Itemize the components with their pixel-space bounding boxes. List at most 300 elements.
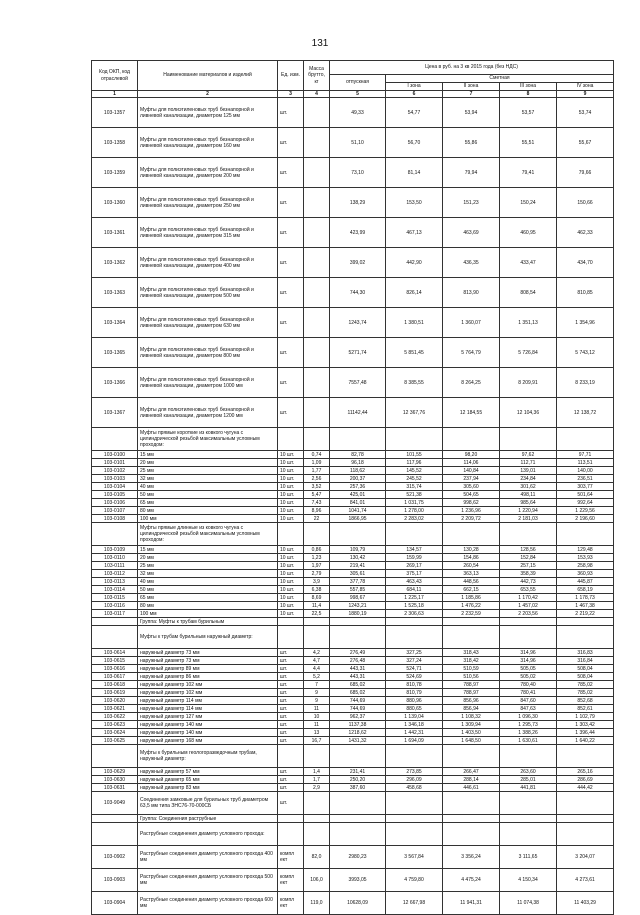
cell-code: 103-0618 [92,681,138,689]
cell-unit: шт. [278,308,304,338]
cell-code: 103-0619 [92,689,138,697]
cell-zone2-price: 998,62 [443,499,500,507]
price-table [91,60,614,915]
cell-zone3-price: 1 096,30 [500,713,557,721]
cell-mass: 7 [304,681,330,689]
cell-zone4-price: 150,66 [557,188,614,218]
cell-mass: 1,23 [304,554,330,562]
cell-zone3-price: 257,15 [500,562,557,570]
cell-zone4-price: 55,67 [557,128,614,158]
cell-zone2-price: 318,43 [443,649,500,657]
cell-mass: 4,4 [304,665,330,673]
cell-mass [304,823,330,846]
cell-mass: 3,52 [304,483,330,491]
cell-name: 80 мм [138,507,278,515]
cell-zone3-price: 780,40 [500,681,557,689]
cell-zone1-price [386,626,443,649]
cell-mass: 2,79 [304,570,330,578]
table-row [92,278,614,308]
cell-zone4-price: 3 204,07 [557,846,614,869]
price-table-wrapper [91,60,613,915]
cell-name: 32 мм [138,570,278,578]
cell-zone4-price [557,745,614,768]
table-row [92,869,614,892]
cell-zone1-price: 4 759,80 [386,869,443,892]
cell-release-price: 200,37 [330,475,386,483]
header-name: Наименование материалов и изделий [138,61,278,91]
cell-zone3-price: 780,41 [500,689,557,697]
cell-name: наружный диаметр 73 мм [138,657,278,665]
cell-zone4-price: 140,00 [557,467,614,475]
cell-unit: шт. [278,188,304,218]
cell-unit: шт. [278,776,304,784]
cell-code: 103-0112 [92,570,138,578]
column-index: 5 [330,91,386,98]
cell-unit: шт. [278,218,304,248]
cell-release-price: 276,49 [330,649,386,657]
cell-unit: 10 шт. [278,451,304,459]
cell-release-price: 377,78 [330,578,386,586]
cell-name: наружный диаметр 140 мм [138,721,278,729]
cell-mass [304,158,330,188]
cell-name: Раструбные соединения диаметр условного прохода 500 мм [138,869,278,892]
cell-mass: 22 [304,515,330,523]
cell-zone1-price: 12 667,98 [386,892,443,915]
cell-name: 100 мм [138,515,278,523]
table-row [92,776,614,784]
cell-zone3-price: 847,63 [500,705,557,713]
cell-zone1-price: 56,70 [386,128,443,158]
cell-zone1-price [386,428,443,451]
table-row [92,158,614,188]
header-mass: Масса брутто, кг [304,61,330,91]
table-row [92,491,614,499]
cell-zone2-price: 266,47 [443,768,500,776]
cell-mass: 0,86 [304,546,330,554]
cell-unit: шт. [278,665,304,673]
cell-name: Муфты к трубам бурильным наружный диаметр: [138,626,278,649]
cell-code: 103-1358 [92,128,138,158]
column-index-row [92,91,614,98]
cell-release-price: 82,78 [330,451,386,459]
cell-zone4-price: 12 138,72 [557,398,614,428]
cell-unit: шт. [278,98,304,128]
cell-mass [304,626,330,649]
table-row [92,784,614,792]
table-row [92,218,614,248]
table-row [92,338,614,368]
cell-zone1-price: 153,50 [386,188,443,218]
table-row [92,98,614,128]
cell-unit: шт. [278,158,304,188]
cell-zone1-price: 521,38 [386,491,443,499]
cell-code: 103-0110 [92,554,138,562]
cell-code: 103-0621 [92,705,138,713]
cell-zone3-price: 358,39 [500,570,557,578]
cell-code: 103-0623 [92,721,138,729]
table-row [92,507,614,515]
table-row [92,681,614,689]
cell-mass [304,428,330,451]
cell-zone2-price [443,523,500,546]
cell-zone4-price: 303,77 [557,483,614,491]
cell-code: 103-0625 [92,737,138,745]
table-row [92,689,614,697]
cell-zone1-price: 442,90 [386,248,443,278]
cell-unit [278,626,304,649]
cell-release-price: 423,99 [330,218,386,248]
cell-zone3-price: 505,05 [500,665,557,673]
cell-name: наружный диаметр 140 мм [138,729,278,737]
cell-code: 103-0620 [92,697,138,705]
cell-zone2-price: 510,56 [443,673,500,681]
table-row [92,467,614,475]
table-row [92,673,614,681]
table-row [92,618,614,626]
cell-zone3-price: 2 181,03 [500,515,557,523]
cell-name: Муфты для полиэтиленовых труб безнапорной и ливневой канализации, диаметром 160 мм [138,128,278,158]
cell-release-price [330,823,386,846]
cell-zone4-price: 434,70 [557,248,614,278]
cell-zone4-price: 852,61 [557,705,614,713]
cell-zone3-price: 1 630,61 [500,737,557,745]
cell-zone1-price: 54,77 [386,98,443,128]
cell-mass [304,308,330,338]
table-row [92,737,614,745]
cell-zone2-price: 788,97 [443,689,500,697]
cell-code: 103-0113 [92,578,138,586]
cell-unit: 10 шт. [278,570,304,578]
cell-zone3-price: 112,71 [500,459,557,467]
header-zone4: IV зона [557,83,614,91]
cell-zone1-price: 134,57 [386,546,443,554]
cell-zone3-price: 1 351,13 [500,308,557,338]
cell-name: наружный диаметр 114 мм [138,697,278,705]
cell-release-price: 1243,21 [330,602,386,610]
table-row [92,515,614,523]
cell-mass: 22,5 [304,610,330,618]
cell-code: 103-0630 [92,776,138,784]
cell-release-price: 387,60 [330,784,386,792]
cell-zone1-price: 327,24 [386,657,443,665]
cell-code: 103-0114 [92,586,138,594]
cell-release-price: 109,79 [330,546,386,554]
table-row [92,892,614,915]
cell-zone2-price [443,745,500,768]
cell-zone4-price: 2 196,60 [557,515,614,523]
cell-zone4-price: 852,68 [557,697,614,705]
cell-zone3-price: 11 074,38 [500,892,557,915]
cell-unit [278,823,304,846]
cell-zone1-price: 1 031,75 [386,499,443,507]
table-row [92,729,614,737]
cell-mass [304,338,330,368]
cell-zone4-price: 445,87 [557,578,614,586]
table-row [92,586,614,594]
cell-zone3-price: 53,57 [500,98,557,128]
cell-code: 103-0103 [92,475,138,483]
cell-release-price: 219,41 [330,562,386,570]
cell-zone4-price: 129,48 [557,546,614,554]
cell-zone3-price: 55,51 [500,128,557,158]
cell-zone2-price: 2 232,59 [443,610,500,618]
cell-name: Группа: Муфты к трубам бурильным [138,618,278,626]
cell-name: 15 мм [138,546,278,554]
cell-name: наружный диаметр 83 мм [138,784,278,792]
cell-code: 103-0107 [92,507,138,515]
cell-mass: 9 [304,697,330,705]
cell-mass: 4,7 [304,657,330,665]
cell-zone1-price: 1 278,00 [386,507,443,515]
cell-zone1-price: 2 283,02 [386,515,443,523]
cell-zone4-price: 236,51 [557,475,614,483]
cell-code: 103-0617 [92,673,138,681]
cell-name: 25 мм [138,562,278,570]
cell-zone2-price: 1 309,94 [443,721,500,729]
cell-name: 65 мм [138,594,278,602]
cell-mass: 5,2 [304,673,330,681]
cell-zone4-price: 316,83 [557,649,614,657]
column-index: 3 [278,91,304,98]
cell-zone3-price: 79,41 [500,158,557,188]
cell-zone4-price: 113,51 [557,459,614,467]
cell-code: 103-0903 [92,869,138,892]
header-zone3: III зона [500,83,557,91]
cell-zone4-price: 462,33 [557,218,614,248]
cell-zone3-price [500,792,557,815]
cell-code: 103-9049 [92,792,138,815]
cell-code: 103-1357 [92,98,138,128]
cell-unit: 10 шт. [278,459,304,467]
page-number: 131 [311,38,329,49]
cell-mass: 2,56 [304,475,330,483]
cell-mass [304,368,330,398]
cell-release-price: 5271,74 [330,338,386,368]
cell-name: 100 мм [138,610,278,618]
cell-mass: 5,47 [304,491,330,499]
cell-zone4-price: 2 219,22 [557,610,614,618]
cell-mass [304,188,330,218]
cell-name: Муфты для полиэтиленовых труб безнапорной и ливневой канализации, диаметром 800 мм [138,338,278,368]
table-row [92,523,614,546]
cell-release-price: 276,48 [330,657,386,665]
cell-zone3-price [500,428,557,451]
cell-name: наружный диаметр 168 мм [138,737,278,745]
cell-zone4-price: 316,84 [557,657,614,665]
cell-release-price: 3993,05 [330,869,386,892]
table-row [92,398,614,428]
cell-code [92,428,138,451]
cell-name: наружный диаметр 127 мм [138,713,278,721]
table-row [92,657,614,665]
cell-zone2-price: 662,15 [443,586,500,594]
cell-zone3-price: 285,01 [500,776,557,784]
cell-zone4-price: 53,74 [557,98,614,128]
cell-zone2-price: 788,97 [443,681,500,689]
cell-zone4-price: 11 403,29 [557,892,614,915]
cell-unit: 10 шт. [278,562,304,570]
cell-code [92,823,138,846]
cell-release-price: 1218,62 [330,729,386,737]
cell-zone2-price: 1 648,50 [443,737,500,745]
cell-zone3-price: 808,54 [500,278,557,308]
cell-zone4-price: 785,02 [557,689,614,697]
cell-code: 103-0109 [92,546,138,554]
cell-mass: 9 [304,689,330,697]
cell-unit: компл ект [278,869,304,892]
cell-zone3-price: 653,55 [500,586,557,594]
table-row [92,562,614,570]
cell-unit [278,815,304,823]
cell-code [92,745,138,768]
cell-zone4-price: 508,04 [557,665,614,673]
cell-unit [278,745,304,768]
cell-unit [278,618,304,626]
cell-zone2-price: 856,94 [443,705,500,713]
cell-name: 80 мм [138,602,278,610]
column-index: 7 [443,91,500,98]
column-index: 6 [386,91,443,98]
cell-mass [304,618,330,626]
cell-unit: шт. [278,792,304,815]
cell-zone4-price [557,815,614,823]
cell-mass: 11 [304,705,330,713]
cell-zone2-price [443,815,500,823]
cell-unit: компл ект [278,892,304,915]
cell-release-price [330,618,386,626]
cell-name: Раструбные соединения диаметр условного прохода 600 мм [138,892,278,915]
cell-zone2-price [443,428,500,451]
cell-name: Муфты для полиэтиленовых труб безнапорной и ливневой канализации, диаметром 200 мм [138,158,278,188]
table-row [92,705,614,713]
cell-zone3-price: 8 209,91 [500,368,557,398]
cell-zone4-price: 8 233,19 [557,368,614,398]
cell-code: 103-0102 [92,467,138,475]
cell-release-price: 1866,95 [330,515,386,523]
cell-name: 20 мм [138,459,278,467]
cell-zone4-price: 444,42 [557,784,614,792]
cell-code: 103-0631 [92,784,138,792]
cell-mass: 1,09 [304,459,330,467]
header-code: Код ОКП, код отраслевой [92,61,138,91]
cell-release-price: 557,85 [330,586,386,594]
cell-name: наружный диаметр 102 мм [138,689,278,697]
cell-unit: шт. [278,338,304,368]
cell-zone3-price: 139,01 [500,467,557,475]
cell-code: 103-0622 [92,713,138,721]
cell-name: 15 мм [138,451,278,459]
cell-mass: 1,7 [304,776,330,784]
table-row [92,570,614,578]
cell-release-price: 1880,19 [330,610,386,618]
table-row [92,368,614,398]
cell-name: Муфты для полиэтиленовых труб безнапорной и ливневой канализации, диаметром 500 мм [138,278,278,308]
cell-name: Муфты для полиэтиленовых труб безнапорной и ливневой канализации, диаметром 1200 мм [138,398,278,428]
cell-unit: шт. [278,278,304,308]
cell-zone1-price: 273,85 [386,768,443,776]
table-row [92,697,614,705]
cell-unit: 10 шт. [278,475,304,483]
cell-release-price: 425,01 [330,491,386,499]
cell-mass [304,278,330,308]
cell-release-price [330,815,386,823]
cell-name: Муфты для полиэтиленовых труб безнапорной и ливневой канализации, диаметром 250 мм [138,188,278,218]
cell-release-price: 685,02 [330,681,386,689]
cell-mass: 1,77 [304,467,330,475]
cell-zone4-price: 1 396,44 [557,729,614,737]
cell-zone1-price: 1 225,17 [386,594,443,602]
cell-zone1-price [386,792,443,815]
cell-release-price: 744,69 [330,697,386,705]
cell-zone3-price: 441,81 [500,784,557,792]
cell-name: 20 мм [138,554,278,562]
cell-code: 103-1364 [92,308,138,338]
cell-mass: 106,0 [304,869,330,892]
cell-mass: 8,69 [304,594,330,602]
cell-zone2-price: 55,86 [443,128,500,158]
cell-zone4-price: 1 229,56 [557,507,614,515]
cell-unit: 10 шт. [278,586,304,594]
cell-mass [304,523,330,546]
cell-zone3-price [500,523,557,546]
table-row [92,665,614,673]
cell-zone1-price [386,745,443,768]
cell-code: 103-0614 [92,649,138,657]
cell-name: 40 мм [138,578,278,586]
cell-zone3-price: 847,60 [500,697,557,705]
table-row [92,554,614,562]
cell-zone3-price: 2 203,56 [500,610,557,618]
cell-zone4-price: 810,85 [557,278,614,308]
cell-zone3-price: 263,60 [500,768,557,776]
cell-zone1-price [386,523,443,546]
cell-code: 103-0105 [92,491,138,499]
cell-zone1-price: 524,71 [386,665,443,673]
cell-name: Муфты прямые длинные из ковкого чугуна с цилиндрической резьбой максимальным условным проходом: [138,523,278,546]
cell-release-price: 1041,74 [330,507,386,515]
cell-zone3-price: 5 726,84 [500,338,557,368]
cell-zone3-price: 1 457,02 [500,602,557,610]
table-row [92,823,614,846]
cell-unit: шт. [278,681,304,689]
cell-release-price: 51,10 [330,128,386,158]
cell-name: наружный диаметр 102 мм [138,681,278,689]
table-row [92,128,614,158]
cell-zone2-price: 98,20 [443,451,500,459]
cell-code: 103-0111 [92,562,138,570]
cell-mass [304,792,330,815]
cell-code: 103-0100 [92,451,138,459]
cell-mass: 16,7 [304,737,330,745]
cell-name: Муфты прямые короткие из ковкого чугуна с цилиндрической резьбой максимальным условным проходом: [138,428,278,451]
header-zone2: II зона [443,83,500,91]
cell-name: 50 мм [138,491,278,499]
cell-code [92,626,138,649]
cell-zone1-price: 826,14 [386,278,443,308]
cell-mass: 0,74 [304,451,330,459]
cell-zone3-price [500,823,557,846]
cell-zone3-price [500,815,557,823]
cell-zone3-price: 301,62 [500,483,557,491]
cell-zone2-price [443,823,500,846]
cell-zone1-price: 1 139,04 [386,713,443,721]
table-row [92,792,614,815]
cell-zone2-price: 856,96 [443,697,500,705]
cell-zone3-price [500,626,557,649]
cell-unit: шт. [278,398,304,428]
cell-unit: шт. [278,768,304,776]
table-row [92,248,614,278]
